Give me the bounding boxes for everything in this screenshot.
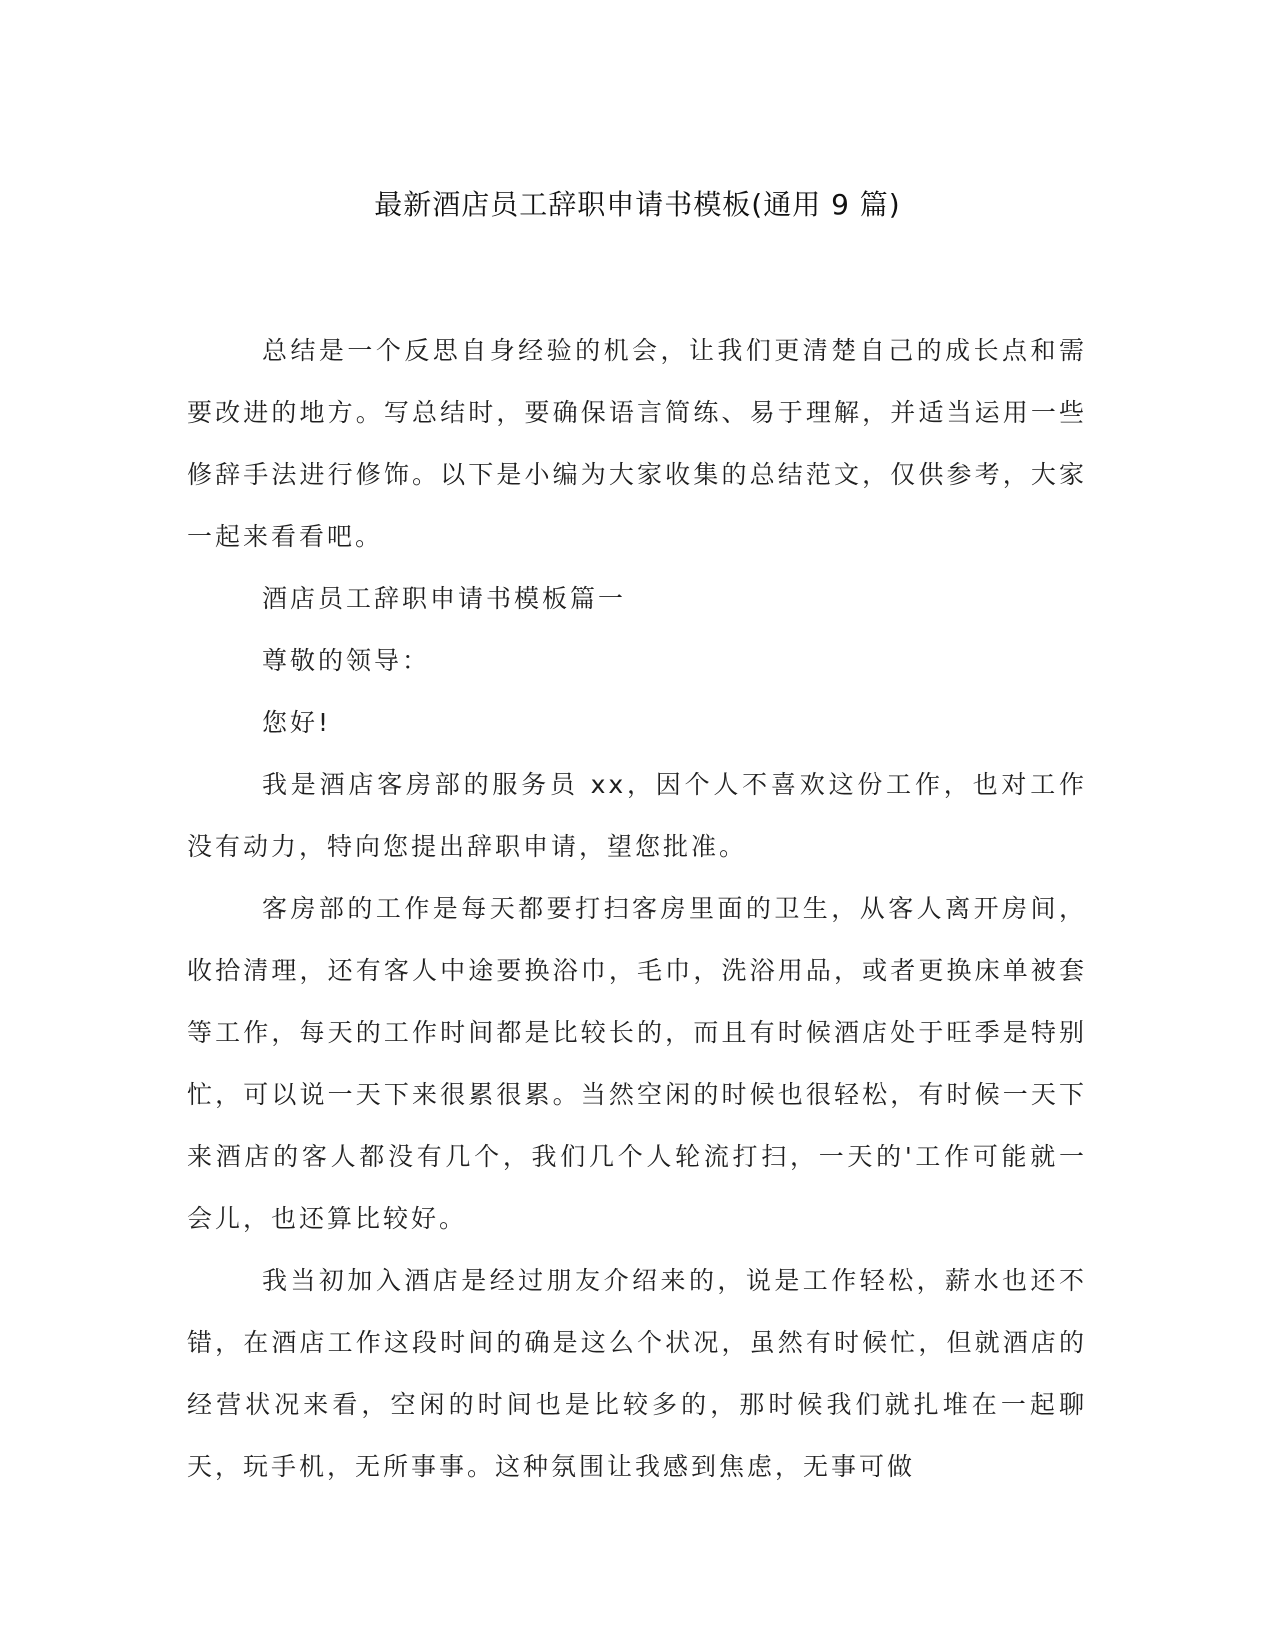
section-heading: 酒店员工辞职申请书模板篇一 <box>262 584 627 613</box>
salutation: 尊敬的领导： <box>262 646 431 675</box>
document-title: 最新酒店员工辞职申请书模板(通用 9 篇) <box>374 188 901 221</box>
body-paragraph: 客房部的工作是每天都要打扫客房里面的卫生，从客人离开房间，收拾清理，还有客人中途要换浴巾，毛巾，洗浴用品，或者更换床单被套等工作，每天的工作时间都是比较长的，而且有时候酒店处于旺季是特别忙，可以说一天下来很累很累。当然空闲的时候也很轻松，有时候一天下来酒店的客人都没有几个，我们几个人轮流打扫，一天的'工作可能就一会儿，也还算比较好。 <box>187 894 1087 1233</box>
body-paragraph: 我当初加入酒店是经过朋友介绍来的，说是工作轻松，薪水也还不错，在酒店工作这段时间的确是这么个状况，虽然有时候忙，但就酒店的经营状况来看，空闲的时间也是比较多的，那时候我们就扎堆在一起聊天，玩手机，无所事事。这种氛围让我感到焦虑，无事可做 <box>187 1266 1087 1481</box>
document-body <box>187 320 1087 1498</box>
body-paragraph: 我是酒店客房部的服务员 xx，因个人不喜欢这份工作，也对工作没有动力，特向您提出辞职申请，望您批准。 <box>187 770 1087 861</box>
greeting: 您好! <box>262 708 332 737</box>
intro-paragraph: 总结是一个反思自身经验的机会，让我们更清楚自己的成长点和需要改进的地方。写总结时，要确保语言简练、易于理解，并适当运用一些修辞手法进行修饰。以下是小编为大家收集的总结范文，仅供参考，大家一起来看看吧。 <box>187 336 1087 551</box>
